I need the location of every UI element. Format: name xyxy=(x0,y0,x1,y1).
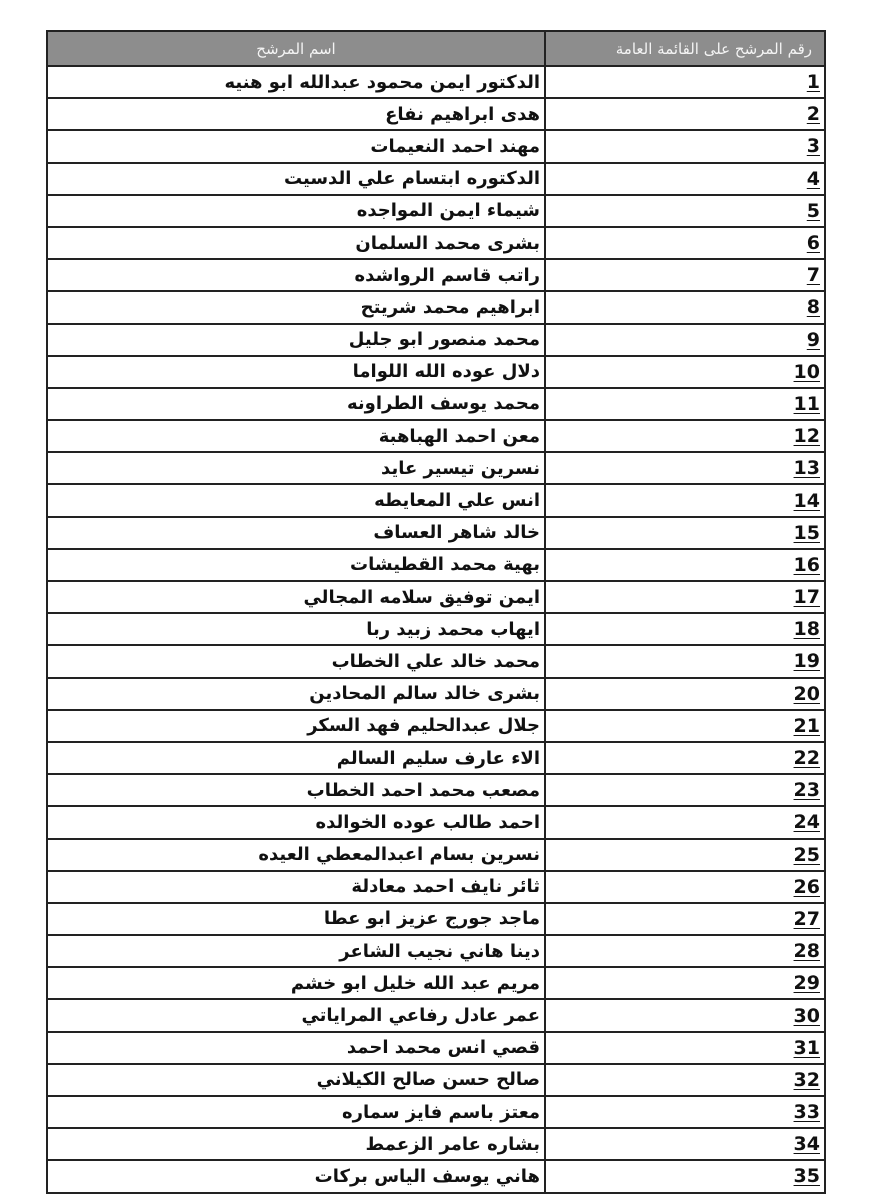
candidate-number: 5 xyxy=(806,199,820,222)
candidate-number-cell xyxy=(545,613,825,645)
candidate-number-cell xyxy=(545,195,825,227)
header-candidate-name: اسم المرشح xyxy=(47,31,545,66)
candidate-name: ثائر نايف احمد معادلة xyxy=(47,871,545,903)
candidate-number-cell xyxy=(545,1160,825,1192)
candidate-name: دينا هاني نجيب الشاعر xyxy=(47,935,545,967)
candidate-number: 8 xyxy=(806,296,820,319)
candidate-number-cell xyxy=(545,967,825,999)
candidate-number-cell xyxy=(545,517,825,549)
table-row xyxy=(47,613,825,645)
candidate-number-cell xyxy=(545,903,825,935)
header-candidate-number: رقم المرشح على القائمة العامة xyxy=(545,31,825,66)
table-row xyxy=(47,1096,825,1128)
candidates-sheet xyxy=(46,30,824,1194)
table-row xyxy=(47,388,825,420)
candidate-number: 26 xyxy=(793,875,820,898)
table-row xyxy=(47,324,825,356)
candidate-name: ابراهيم محمد شريتح xyxy=(47,291,545,323)
table-row xyxy=(47,774,825,806)
candidate-number-cell xyxy=(545,999,825,1031)
candidate-number-cell xyxy=(545,452,825,484)
table-row xyxy=(47,903,825,935)
candidate-name: محمد منصور ابو جليل xyxy=(47,324,545,356)
table-row xyxy=(47,452,825,484)
table-row xyxy=(47,98,825,130)
candidate-number-cell xyxy=(545,420,825,452)
candidate-number: 23 xyxy=(793,779,820,802)
table-row xyxy=(47,645,825,677)
candidate-name: بهية محمد القطيشات xyxy=(47,549,545,581)
candidate-name: عمر عادل رفاعي المراياتي xyxy=(47,999,545,1031)
candidate-number: 32 xyxy=(793,1068,820,1091)
table-row xyxy=(47,66,825,98)
table-row xyxy=(47,1128,825,1160)
table-row xyxy=(47,1160,825,1192)
table-row xyxy=(47,195,825,227)
candidate-number-cell xyxy=(545,98,825,130)
candidate-number: 35 xyxy=(793,1165,820,1188)
candidate-number: 11 xyxy=(793,392,820,415)
candidate-number: 6 xyxy=(806,232,820,255)
candidate-number-cell xyxy=(545,549,825,581)
table-row xyxy=(47,806,825,838)
candidate-name: مريم عبد الله خليل ابو خشم xyxy=(47,967,545,999)
table-row xyxy=(47,678,825,710)
candidate-name: نسرين بسام اعبدالمعطي العيده xyxy=(47,839,545,871)
candidate-number-cell xyxy=(545,163,825,195)
candidate-number: 29 xyxy=(793,972,820,995)
candidate-name: خالد شاهر العساف xyxy=(47,517,545,549)
candidate-name: انس علي المعايطه xyxy=(47,484,545,516)
candidate-name: نسرين تيسير عايد xyxy=(47,452,545,484)
candidate-number: 7 xyxy=(806,264,820,287)
table-body xyxy=(47,66,825,1193)
candidate-name: قصي انس محمد احمد xyxy=(47,1032,545,1064)
candidate-number-cell xyxy=(545,1128,825,1160)
candidate-number-cell xyxy=(545,1064,825,1096)
table-row xyxy=(47,839,825,871)
candidate-number-cell xyxy=(545,935,825,967)
table-row xyxy=(47,1064,825,1096)
candidate-number: 24 xyxy=(793,811,820,834)
candidate-number-cell xyxy=(545,259,825,291)
candidate-number: 1 xyxy=(806,71,820,94)
table-row xyxy=(47,710,825,742)
table-row xyxy=(47,291,825,323)
candidate-number-cell xyxy=(545,1032,825,1064)
candidate-number-cell xyxy=(545,581,825,613)
candidate-number-cell xyxy=(545,356,825,388)
candidate-number: 22 xyxy=(793,747,820,770)
candidate-name: راتب قاسم الرواشده xyxy=(47,259,545,291)
candidate-name: معن احمد الهباهبة xyxy=(47,420,545,452)
candidate-number-cell xyxy=(545,1096,825,1128)
candidate-name: هدى ابراهيم نفاع xyxy=(47,98,545,130)
candidate-number: 13 xyxy=(793,457,820,480)
candidate-name: مهند احمد النعيمات xyxy=(47,130,545,162)
candidate-number: 19 xyxy=(793,650,820,673)
candidate-name: الدكتور ايمن محمود عبدالله ابو هنيه xyxy=(47,66,545,98)
candidate-name: مصعب محمد احمد الخطاب xyxy=(47,774,545,806)
candidate-name: بشاره عامر الزعمط xyxy=(47,1128,545,1160)
table-row xyxy=(47,549,825,581)
candidate-number: 10 xyxy=(793,360,820,383)
candidate-number-cell xyxy=(545,742,825,774)
table-row xyxy=(47,581,825,613)
table-header xyxy=(47,31,825,66)
candidate-name: ايهاب محمد زبيد ربا xyxy=(47,613,545,645)
candidate-number: 17 xyxy=(793,586,820,609)
candidate-number-cell xyxy=(545,291,825,323)
candidate-number-cell xyxy=(545,324,825,356)
candidate-number: 27 xyxy=(793,907,820,930)
table-row xyxy=(47,1032,825,1064)
candidate-name: معتز باسم فايز سماره xyxy=(47,1096,545,1128)
candidate-number: 2 xyxy=(806,103,820,126)
candidate-number-cell xyxy=(545,66,825,98)
table-row xyxy=(47,967,825,999)
candidate-name: هاني يوسف الياس بركات xyxy=(47,1160,545,1192)
candidate-number-cell xyxy=(545,871,825,903)
candidate-number: 9 xyxy=(806,328,820,351)
candidate-number: 33 xyxy=(793,1101,820,1124)
table-row xyxy=(47,227,825,259)
candidate-name: محمد يوسف الطراونه xyxy=(47,388,545,420)
candidate-number: 28 xyxy=(793,940,820,963)
candidate-number-cell xyxy=(545,839,825,871)
candidate-number-cell xyxy=(545,227,825,259)
table-row xyxy=(47,420,825,452)
table-row xyxy=(47,130,825,162)
candidate-name: بشرى محمد السلمان xyxy=(47,227,545,259)
candidate-number: 25 xyxy=(793,843,820,866)
table-row xyxy=(47,517,825,549)
candidate-name: محمد خالد علي الخطاب xyxy=(47,645,545,677)
candidate-number: 15 xyxy=(793,521,820,544)
candidate-name: ايمن توفيق سلامه المجالي xyxy=(47,581,545,613)
table-row xyxy=(47,484,825,516)
candidate-name: ماجد جورج عزيز ابو عطا xyxy=(47,903,545,935)
candidate-name: بشرى خالد سالم المحادين xyxy=(47,678,545,710)
table-row xyxy=(47,935,825,967)
candidate-number-cell xyxy=(545,710,825,742)
candidate-number: 16 xyxy=(793,553,820,576)
table-row xyxy=(47,259,825,291)
candidate-number: 3 xyxy=(806,135,820,158)
candidate-name: الدكتوره ابتسام علي الدسيت xyxy=(47,163,545,195)
candidate-name: صالح حسن صالح الكيلاني xyxy=(47,1064,545,1096)
candidate-number: 21 xyxy=(793,714,820,737)
candidate-number-cell xyxy=(545,484,825,516)
table-row xyxy=(47,742,825,774)
candidate-number: 30 xyxy=(793,1004,820,1027)
candidate-number: 12 xyxy=(793,425,820,448)
header-row xyxy=(47,31,825,66)
table-row xyxy=(47,163,825,195)
candidate-number-cell xyxy=(545,388,825,420)
candidate-name: الاء عارف سليم السالم xyxy=(47,742,545,774)
candidate-number: 4 xyxy=(806,167,820,190)
candidate-number-cell xyxy=(545,130,825,162)
candidate-number: 14 xyxy=(793,489,820,512)
table-row xyxy=(47,356,825,388)
candidate-name: جلال عبدالحليم فهد السكر xyxy=(47,710,545,742)
table-row xyxy=(47,871,825,903)
candidate-number-cell xyxy=(545,774,825,806)
candidate-number-cell xyxy=(545,806,825,838)
candidate-number: 34 xyxy=(793,1133,820,1156)
candidate-number: 20 xyxy=(793,682,820,705)
candidate-name: احمد طالب عوده الخوالده xyxy=(47,806,545,838)
table-row xyxy=(47,999,825,1031)
candidate-name: شيماء ايمن المواجده xyxy=(47,195,545,227)
candidates-table xyxy=(46,30,826,1194)
candidate-name: دلال عوده الله اللواما xyxy=(47,356,545,388)
candidate-number-cell xyxy=(545,645,825,677)
candidate-number-cell xyxy=(545,678,825,710)
candidate-number: 18 xyxy=(793,618,820,641)
candidate-number: 31 xyxy=(793,1036,820,1059)
